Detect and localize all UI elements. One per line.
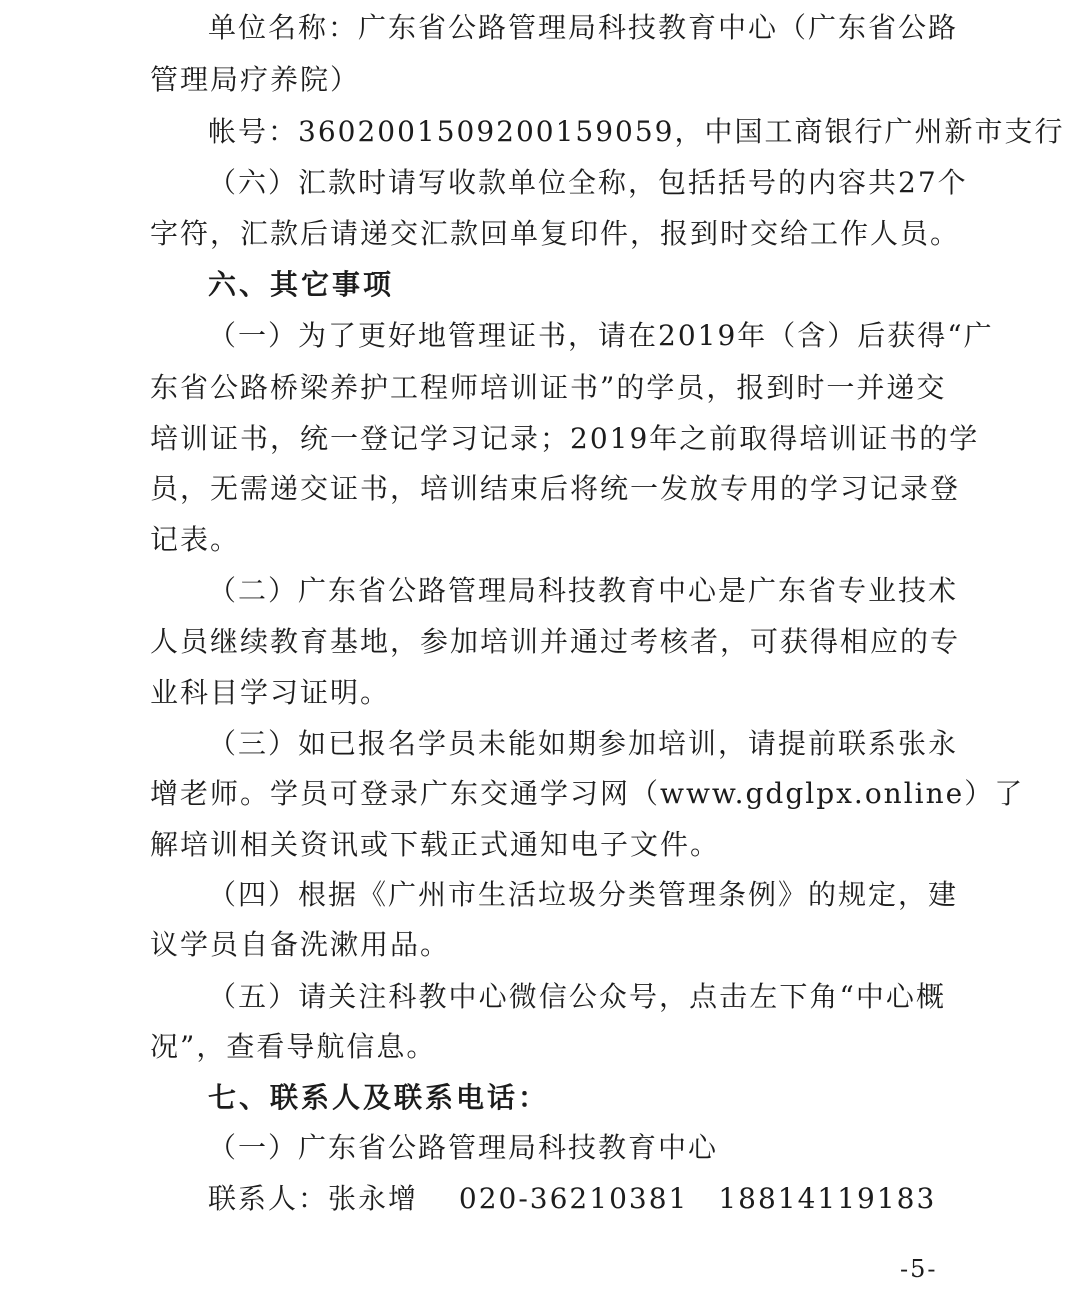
paragraph-certificate-line: 培训证书，统一登记学习记录；2019年之前取得培训证书的学 [150, 422, 980, 455]
contact-person-and-phones: 联系人：张永增 020-36210381 18814119183 [208, 1182, 937, 1215]
paragraph-education-base-line: 业科目学习证明。 [150, 676, 391, 709]
contact-organization: （一）广东省公路管理局科技教育中心 [208, 1131, 719, 1164]
paragraph-waste-regulation-line: 议学员自备洗漱用品。 [150, 928, 451, 961]
paragraph-waste-regulation-line: （四）根据《广州市生活垃圾分类管理条例》的规定，建 [208, 878, 959, 911]
paragraph-wechat-line: （五）请关注科教中心微信公众号，点击左下角“中心概 [208, 980, 946, 1013]
remittance-note-line: （六）汇款时请写收款单位全称，包括括号的内容共27个 [208, 166, 968, 199]
remittance-note-continued: 字符，汇款后请递交汇款回单复印件，报到时交给工作人员。 [150, 217, 961, 250]
section-heading-other-matters: 六、其它事项 [208, 268, 395, 301]
paragraph-education-base-line: 人员继续教育基地，参加培训并通过考核者，可获得相应的专 [150, 625, 961, 658]
paragraph-contact-teacher-line: （三）如已报名学员未能如期参加培训，请提前联系张永 [208, 727, 959, 760]
paragraph-certificate-line: 东省公路桥梁养护工程师培训证书”的学员，报到时一并递交 [150, 371, 947, 404]
paragraph-certificate-line: （一）为了更好地管理证书，请在2019年（含）后获得“广 [208, 319, 994, 352]
paragraph-certificate-line: 记表。 [150, 523, 241, 556]
paragraph-contact-teacher-line: 增老师。学员可登录广东交通学习网（www.gdglpx.online）了 [150, 777, 1025, 810]
bank-account-name-continued: 管理局疗养院） [150, 63, 361, 96]
paragraph-contact-teacher-line: 解培训相关资讯或下载正式通知电子文件。 [150, 828, 721, 861]
bank-account-number-line: 帐号：3602001509200159059，中国工商银行广州新市支行 [208, 115, 1065, 148]
paragraph-certificate-line: 员，无需递交证书，培训结束后将统一发放专用的学习记录登 [150, 472, 961, 505]
paragraph-education-base-line: （二）广东省公路管理局科技教育中心是广东省专业技术 [208, 574, 959, 607]
paragraph-wechat-line: 况”，查看导航信息。 [150, 1030, 437, 1063]
bank-account-name-line: 单位名称：广东省公路管理局科技教育中心（广东省公路 [208, 11, 959, 44]
page-number: -5- [900, 1255, 938, 1283]
section-heading-contacts: 七、联系人及联系电话： [208, 1081, 550, 1114]
